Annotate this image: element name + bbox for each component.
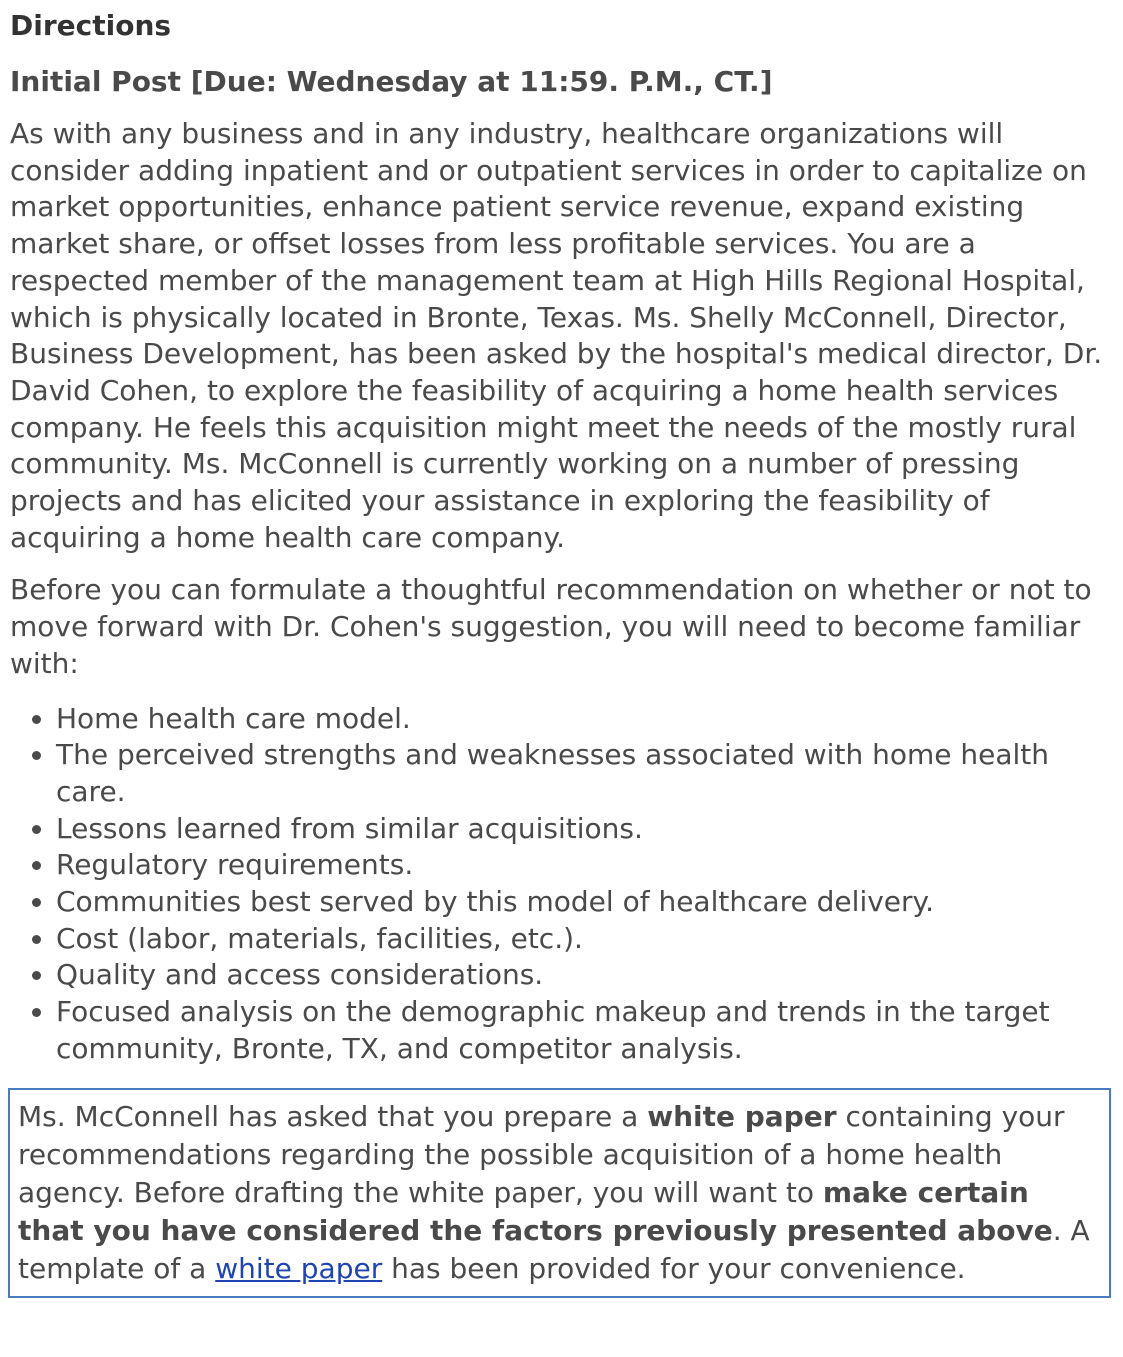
callout-bold-white-paper: white paper [647, 1099, 837, 1133]
list-item: • Quality and access considerations. [56, 957, 1113, 994]
list-item: • Communities best served by this model of healthcare delivery. [56, 884, 1113, 921]
list-item: • Lessons learned from similar acquisitions. [56, 811, 1113, 848]
callout-text-3: . A template of a [18, 1213, 1090, 1285]
intro-paragraph: Before you can formulate a thoughtful recommendation on whether or not to move forward with Dr. Cohen's suggestion, you will need to become familiar with: [10, 573, 1092, 680]
white-paper-template-link[interactable]: white paper [215, 1251, 383, 1285]
callout-text-4: has been provided for your convenience. [382, 1251, 966, 1285]
callout-text-1: Ms. McConnell has asked that you prepare a [18, 1099, 648, 1133]
initial-post-heading: Initial Post [Due: Wednesday at 11:59. P.M., CT.] [10, 65, 773, 98]
white-paper-callout [8, 1088, 1111, 1298]
list-item: • Regulatory requirements. [56, 847, 1113, 884]
callout-bold-factors: make certain that you have considered the factors previously presented above [18, 1175, 1053, 1247]
list-item: • The perceived strengths and weaknesses associated with home health care. [56, 737, 1113, 810]
scenario-paragraph: As with any business and in any industry, healthcare organizations will consider adding inpatient and or outpatient services in order to capitalize on market opportunities, enhance patient service revenue, expand existing market share, or offset losses from less profitable services. You are a respected member of the management team at High Hills Regional Hospital, which is physically located in Bronte, Texas. Ms. Shelly McConnell, Director, Business Development, has been asked by the hospital's medical director, Dr. David Cohen, to explore the feasibility of acquiring a home health services company. He feels this acquisition might meet the needs of the mostly rural community. Ms. McConnell is currently working on a number of pressing projects and has elicited your assistance in exploring the feasibility of acquiring a home health care company. [10, 117, 1103, 554]
list-item: • Focused analysis on the demographic makeup and trends in the target community, Bronte, TX, and competitor analysis. [56, 994, 1113, 1067]
list-item: • Cost (labor, materials, facilities, etc.). [56, 921, 1113, 958]
list-item: • Home health care model. [56, 701, 1113, 738]
callout-text-2: containing your recommendations regarding the possible acquisition of a home health agency. Before drafting the white paper, you will want to [18, 1099, 1065, 1209]
page-heading: Directions [10, 9, 172, 42]
factor-list [10, 701, 1113, 1068]
